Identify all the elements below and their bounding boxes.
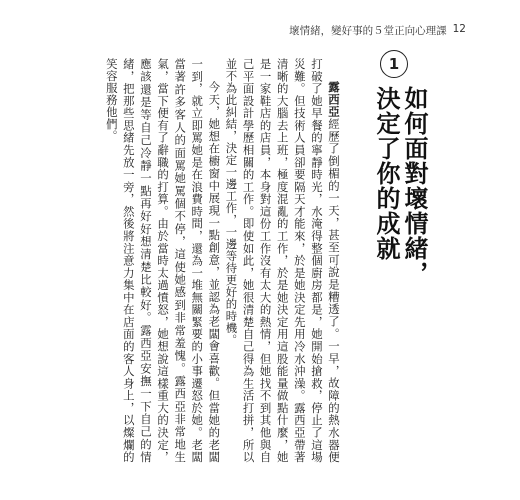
chapter-title-line-1: 如何面對壞情緒， [400,86,428,286]
paragraph-1 [222,58,342,463]
chapter-number-badge: 1 [380,50,408,78]
paragraph-2: 今天，她想在櫥窗中展現一點創意，並認為老闆會喜歡。但當她的老闆一到，就立即罵她是在浪費時間，還為一堆無關緊要的小事遷怒於她。老闆當著許多客人的面罵她罵個不停，這使她感到非常羞愧。露西亞非常地生氣，當下便有了辭職的打算。由於當時太過憤怒，她想說這樣重大的決定，應該還是等自己冷靜一點再好好想清楚比較好。露西亞安撫一下自己的情緒，把那些思緒先放一旁，然後將注意力集中在店面的客人身上，以燦爛的笑容服務他們。 [104,58,222,463]
paragraph-1-text: 經歷了倒楣的一天，甚至可說是糟透了。一早，故障的熱水器便打破了她早餐的寧靜時光，水淹得整個廚房都是，她開始搶救，停止了這場災難。但技術人員卻要隔天才能來，於是她決定先用冷水沖澡。露西亞帶著清晰的大腦去上班，極度混亂的工作，於是她決定用這股能量做點什麼，她是一家鞋店的店員，本身對這份工作沒有太大的熱情，但她找不到其他與自己平面設計學歷相關的工作。即使如此，她很清楚自己得為生活打拼，所以並不為此糾結，決定一邊工作，一邊等待更好的時機。 [224,58,341,463]
chapter-title [372,86,428,456]
body-text [72,58,342,463]
page-number: 12 [452,23,466,35]
chapter-heading [364,50,430,460]
book-title: 壞情緒，變好事的５堂正向心理課 [289,25,447,37]
running-header [256,23,466,39]
chapter-title-line-2: 決定了你的成就 [372,86,400,261]
protagonist-name: 露西亞 [327,80,341,118]
